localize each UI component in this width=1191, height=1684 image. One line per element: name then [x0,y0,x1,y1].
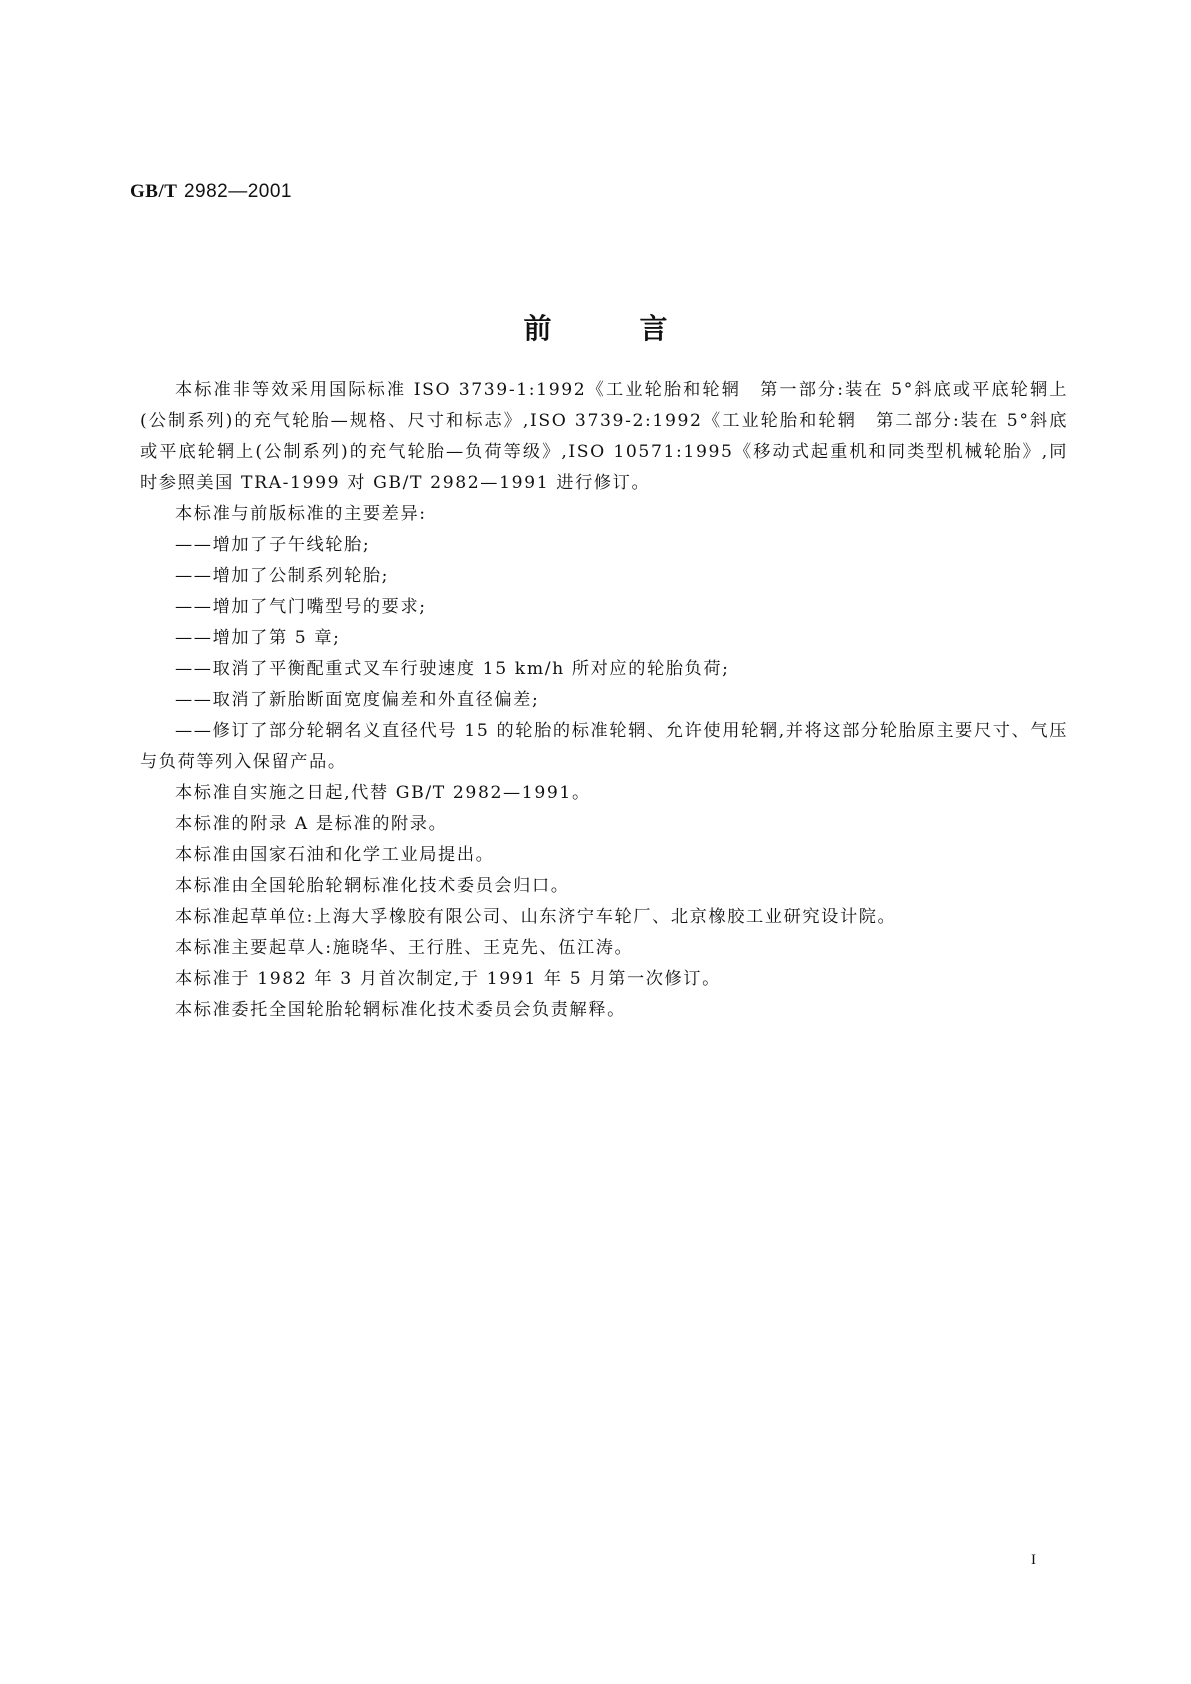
paragraph-replaces: 本标准自实施之日起,代替 GB/T 2982—1991。 [175,783,591,803]
list-item: ——取消了平衡配重式叉车行驶速度 15 km/h 所对应的轮胎负荷; [175,659,730,679]
paragraph-centralized-by: 本标准由全国轮胎轮辋标准化技术委员会归口。 [175,876,570,896]
paragraph-adoption: 本标准非等效采用国际标准 ISO 3739-1:1992《工业轮胎和轮辋 第一部分:装在 5°斜底或平底轮辋上(公制系列)的充气轮胎—规格、尺寸和标志》,ISO 3739-2:1992《工业轮胎和轮辋 第二部分:装在 5°斜底或平底轮辋上(公制系列)的充气轮胎—负荷等级》,ISO 10571:1995《移动式起重机和同类型机械轮胎》,同时参照美国 TRA-1999 对 GB/T 2982—1991 进行修订。 [140,380,1068,493]
list-item: ——增加了公制系列轮胎; [175,566,390,586]
paragraph-drafting-units: 本标准起草单位:上海大孚橡胶有限公司、山东济宁车轮厂、北京橡胶工业研究设计院。 [175,907,897,927]
list-item: ——增加了子午线轮胎; [175,535,371,555]
foreword-body [140,375,1068,1026]
paragraph-appendix: 本标准的附录 A 是标准的附录。 [175,814,448,834]
list-item: ——增加了第 5 章; [175,628,341,648]
paragraph-drafters: 本标准主要起草人:施晓华、王行胜、王克先、伍江涛。 [175,938,634,958]
standard-code [130,180,292,203]
list-item: ——修订了部分轮辋名义直径代号 15 的轮胎的标准轮辋、允许使用轮辋,并将这部分轮胎原主要尺寸、气压与负荷等列入保留产品。 [140,721,1068,772]
standard-prefix: GB/T [130,181,178,202]
page-number: I [1031,1552,1036,1568]
title-char-2: 言 [639,312,668,345]
title-char-1: 前 [523,312,552,345]
paragraph-differences-intro: 本标准与前版标准的主要差异: [175,504,427,524]
standard-number: 2982—2001 [183,181,292,202]
list-item: ——取消了新胎断面宽度偏差和外直径偏差; [175,690,540,710]
paragraph-proposed-by: 本标准由国家石油和化学工业局提出。 [175,845,495,865]
paragraph-history: 本标准于 1982 年 3 月首次制定,于 1991 年 5 月第一次修订。 [175,969,721,989]
page-title [0,307,1191,347]
paragraph-interpretation: 本标准委托全国轮胎轮辋标准化技术委员会负责解释。 [175,1000,626,1020]
list-item: ——增加了气门嘴型号的要求; [175,597,427,617]
